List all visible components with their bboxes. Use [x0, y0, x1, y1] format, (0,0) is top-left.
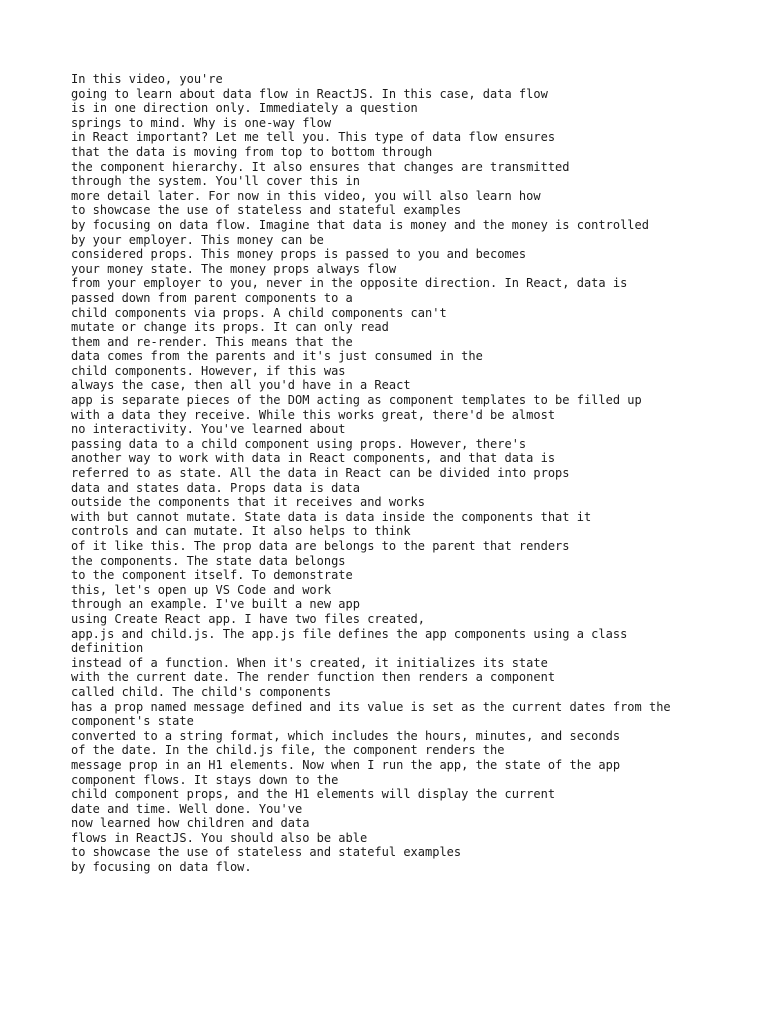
- transcript-line: with but cannot mutate. State data is data inside the components that it: [71, 509, 592, 524]
- transcript-line: to showcase the use of stateless and stateful examples: [71, 203, 462, 218]
- transcript-line: always the case, then all you'd have in a React: [71, 378, 411, 393]
- transcript-line: controls and can mutate. It also helps to think: [71, 524, 411, 539]
- transcript-line: to showcase the use of stateless and stateful examples: [71, 845, 462, 860]
- transcript-line: component flows. It stays down to the: [71, 772, 339, 787]
- transcript-line: data and states data. Props data is data: [71, 480, 360, 495]
- transcript-line: by focusing on data flow.: [71, 860, 252, 875]
- transcript-line: your money state. The money props always flow: [71, 261, 397, 276]
- transcript-line: to the component itself. To demonstrate: [71, 568, 353, 583]
- transcript-line: converted to a string format, which includes the hours, minutes, and seconds: [71, 728, 621, 743]
- transcript-line: by your employer. This money can be: [71, 232, 324, 247]
- transcript-line: child components via props. A child components can't: [71, 305, 447, 320]
- transcript-line: passing data to a child component using props. However, there's: [71, 436, 527, 451]
- transcript-line: app is separate pieces of the DOM acting as component templates to be filled up: [71, 393, 642, 408]
- transcript-line: considered props. This money props is passed to you and becomes: [71, 247, 527, 262]
- transcript-line: this, let's open up VS Code and work: [71, 582, 332, 597]
- transcript-line: going to learn about data flow in ReactJS. In this case, data flow: [71, 86, 548, 101]
- transcript-line: by focusing on data flow. Imagine that data is money and the money is controlled: [71, 217, 649, 232]
- transcript-line: of the date. In the child.js file, the component renders the: [71, 743, 505, 758]
- transcript-line: In this video, you're: [71, 72, 223, 86]
- transcript-line: with the current date. The render function then renders a component: [71, 670, 556, 685]
- transcript-line: using Create React app. I have two files created,: [71, 611, 426, 626]
- transcript-line: with a data they receive. While this works great, there'd be almost: [71, 407, 556, 422]
- transcript-text: [71, 72, 751, 875]
- transcript-line: definition: [71, 641, 144, 656]
- transcript-line: from your employer to you, never in the opposite direction. In React, data is: [71, 276, 628, 291]
- transcript-line: component's state: [71, 714, 194, 729]
- transcript-line: more detail later. For now in this video, you will also learn how: [71, 188, 541, 203]
- transcript-line: the component hierarchy. It also ensures that changes are transmitted: [71, 159, 570, 174]
- transcript-line: the components. The state data belongs: [71, 553, 346, 568]
- transcript-line: passed down from parent components to a: [71, 290, 353, 305]
- transcript-line: child components. However, if this was: [71, 363, 346, 378]
- transcript-line: through an example. I've built a new app: [71, 597, 360, 612]
- transcript-line: another way to work with data in React components, and that data is: [71, 451, 556, 466]
- transcript-line: referred to as state. All the data in React can be divided into props: [71, 466, 570, 481]
- transcript-line: no interactivity. You've learned about: [71, 422, 346, 437]
- transcript-line: called child. The child's components: [71, 684, 332, 699]
- transcript-line: springs to mind. Why is one-way flow: [71, 115, 332, 130]
- transcript-line: them and re-render. This means that the: [71, 334, 353, 349]
- transcript-line: is in one direction only. Immediately a question: [71, 101, 418, 116]
- transcript-line: app.js and child.js. The app.js file defines the app components using a class: [71, 626, 628, 641]
- transcript-line: in React important? Let me tell you. This type of data flow ensures: [71, 130, 556, 145]
- transcript-line: that the data is moving from top to bottom through: [71, 144, 433, 159]
- transcript-line: child component props, and the H1 elements will display the current: [71, 787, 556, 802]
- transcript-line: of it like this. The prop data are belongs to the parent that renders: [71, 539, 570, 553]
- transcript-line: now learned how children and data: [71, 816, 310, 831]
- transcript-line: flows in ReactJS. You should also be able: [71, 830, 368, 845]
- transcript-line: through the system. You'll cover this in: [71, 174, 360, 189]
- transcript-line: instead of a function. When it's created, it initializes its state: [71, 655, 548, 670]
- transcript-line: data comes from the parents and it's just consumed in the: [71, 349, 483, 364]
- transcript-line: has a prop named message defined and its value is set as the current dates from the: [71, 699, 671, 714]
- transcript-line: mutate or change its props. It can only read: [71, 320, 389, 335]
- transcript-line: message prop in an H1 elements. Now when I run the app, the state of the app: [71, 757, 621, 772]
- transcript-line: outside the components that it receives and works: [71, 495, 426, 510]
- transcript-line: date and time. Well done. You've: [71, 801, 303, 816]
